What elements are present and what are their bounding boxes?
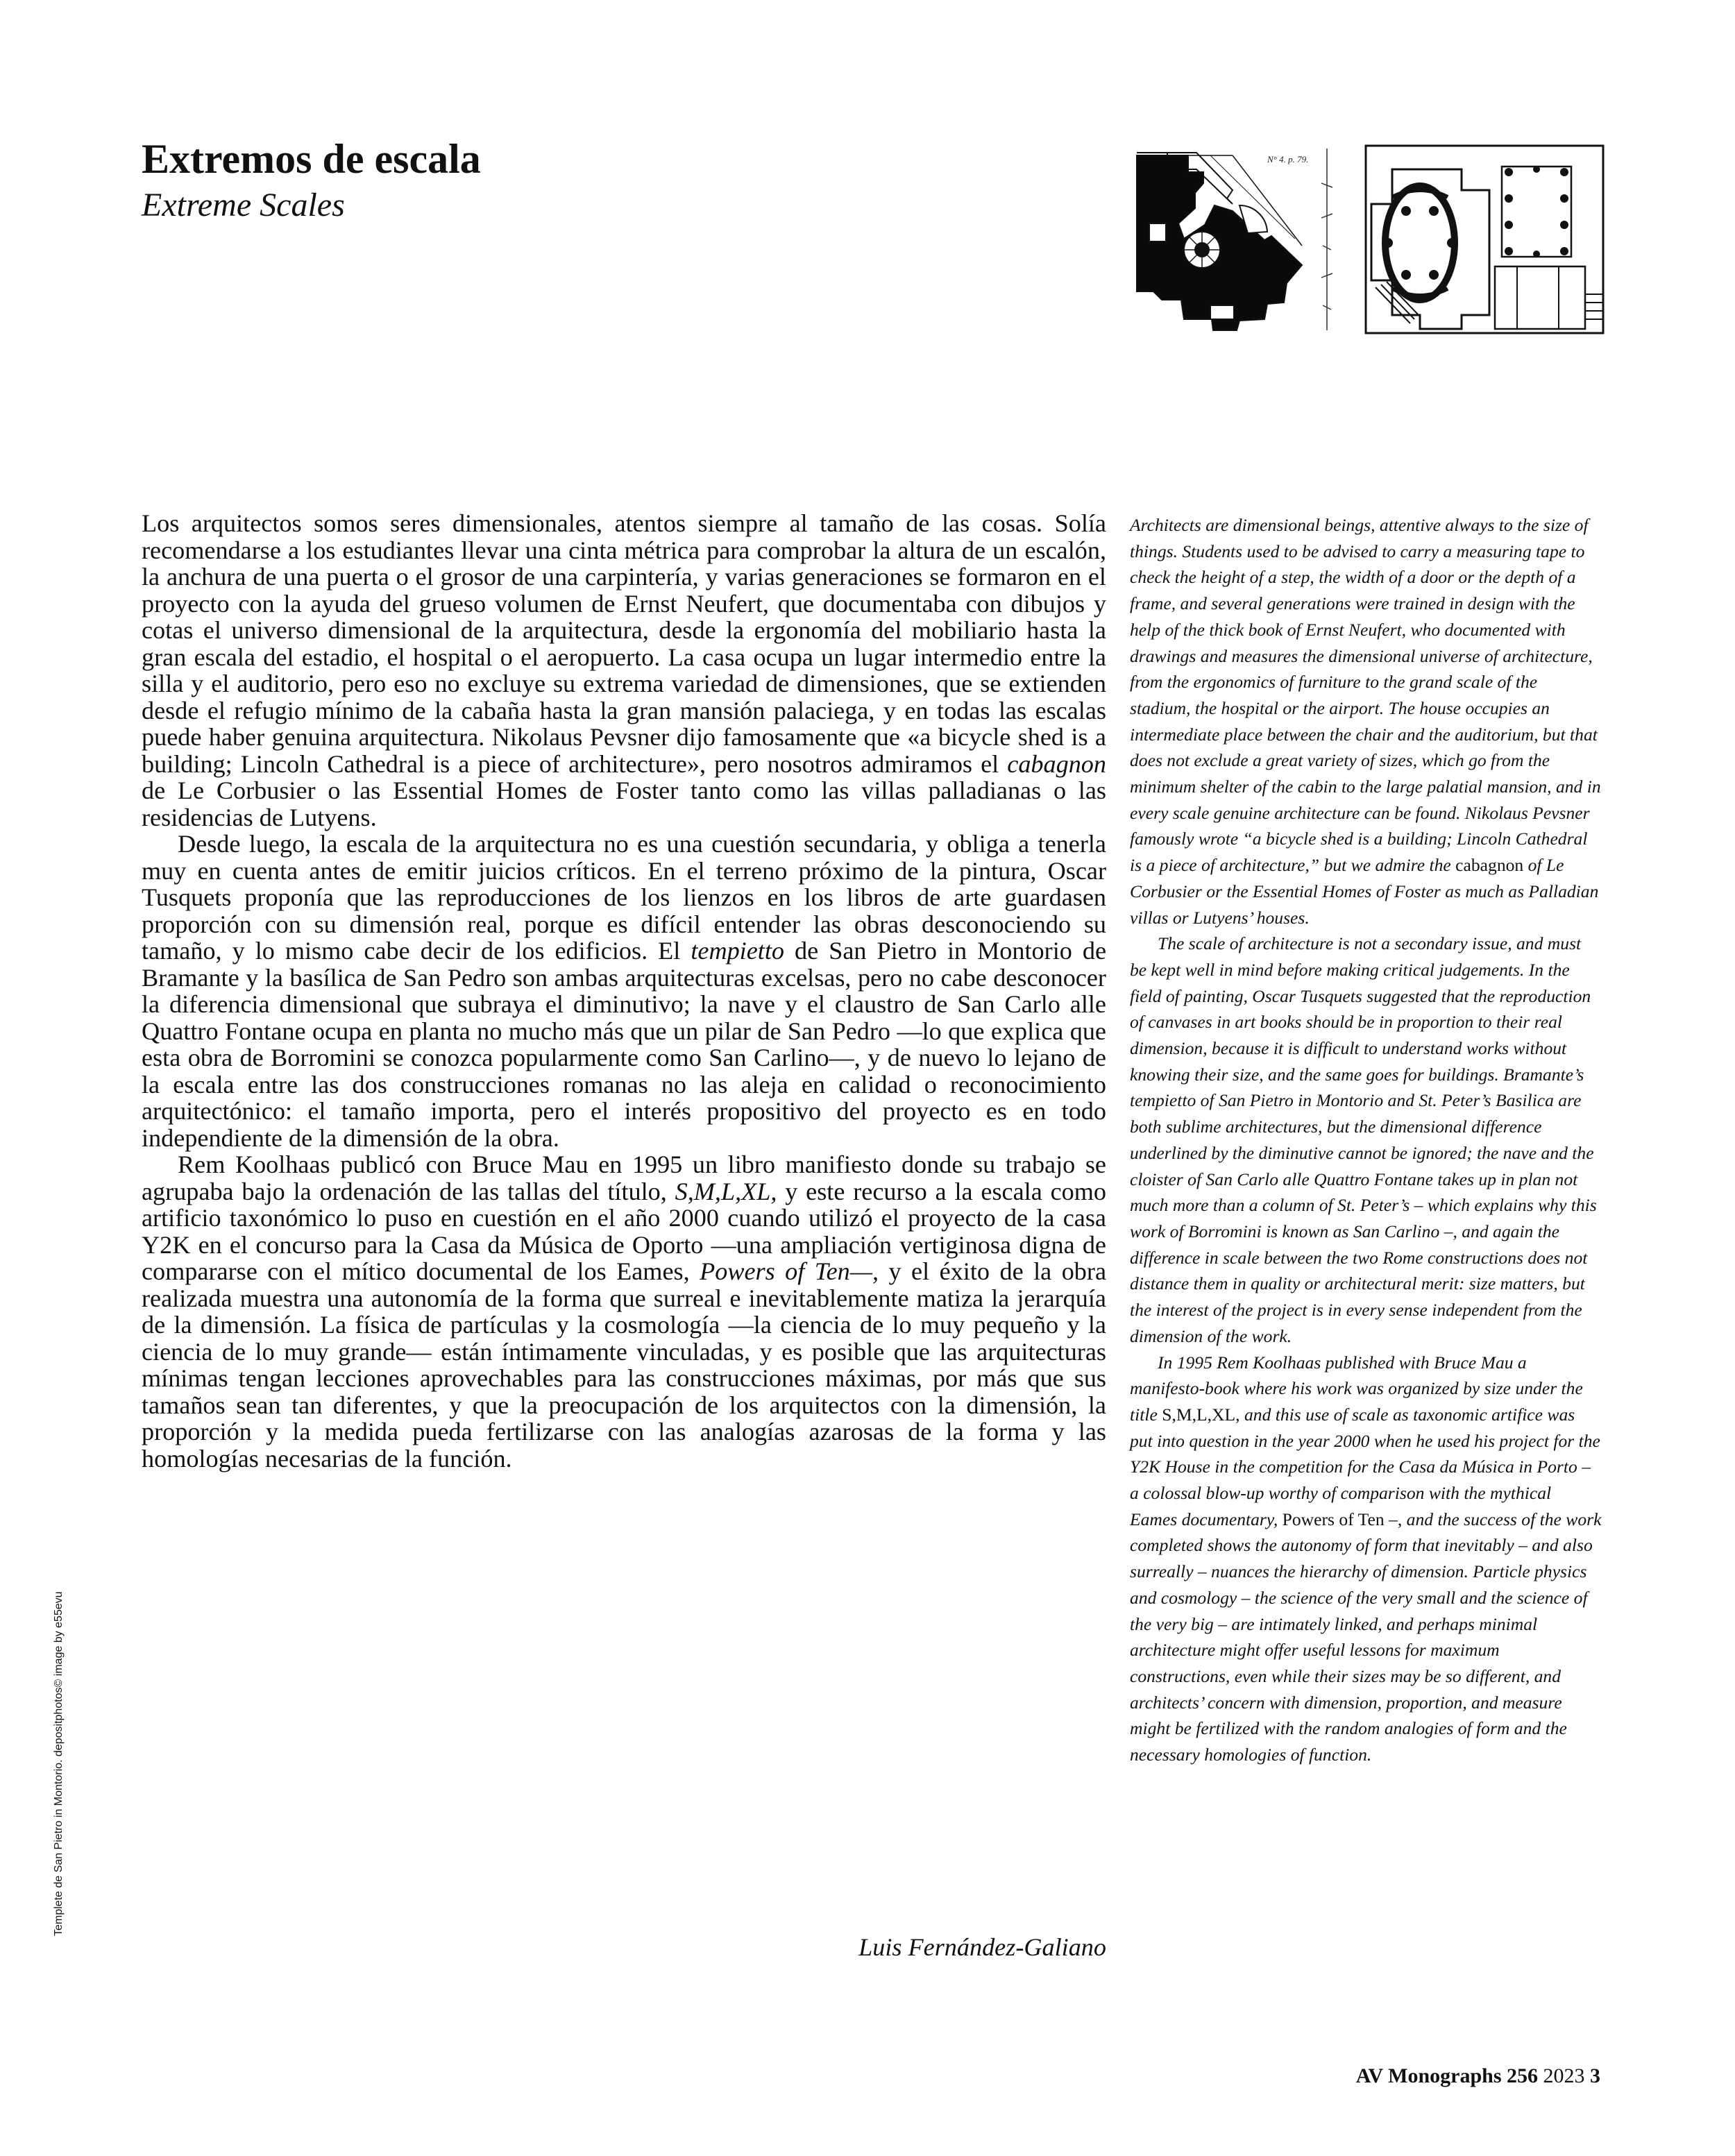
publication-year: 2023 [1543, 2064, 1585, 2087]
english-text [1130, 512, 1602, 1768]
spanish-paragraph-2: Desde luego, la escala de la arquitectura no es una cuestión secundaria, y obliga a tenerla muy en cuenta antes de emitir juicios críticos. En el terreno próximo de la pintura, Oscar Tusquets proponía que las reproducciones de los lienzos en los libros de arte guardasen proporción con su dimensión real, porque es difícil entender las obras desconociendo su tamaño, y lo mismo cabe decir de los edificios. El tempietto de San Pietro in Montorio de Bramante y la basílica de San Pedro son ambas arquitecturas excelsas, pero no cabe desconocer la diferencia dimensional que subraya el diminutivo; la nave y el claustro de San Carlo alle Quattro Fontane ocupa en planta no mucho más que un pilar de San Pedro —lo que explica que esta obra de Borromini se conozca popularmente como San Carlino—, y de nuevo lo lejano de la escala entre las dos construcciones romanas no las aleja en calidad o reconocimiento arquitectónico: el tamaño importa, pero el interés propositivo del proyecto es en todo independiente de la dimensión de la obra. [142, 830, 1107, 1152]
plan-columns [1383, 166, 1568, 280]
plan-annotation: N° 4. p. 79. [1267, 154, 1309, 164]
spanish-text [142, 510, 1106, 1472]
author-signature: Luis Fernández-Galiano [858, 1933, 1106, 1961]
floor-plans-figure [1128, 142, 1609, 337]
photo-credit: Templete de San Pietro in Montorio. depositphotos© image by e55evu [53, 1591, 65, 1936]
page-footer [1180, 2064, 1600, 2088]
page-title: Extremos de escala [142, 136, 481, 182]
plan-tempietto [1137, 153, 1302, 330]
english-paragraph-2: The scale of architecture is not a secondary issue, and must be kept well in mind before making critical judgements. In the field of painting, Oscar Tusquets suggested that the reproduction of canvases in art books should be in proportion to their real dimension, because it is difficult to understand works without knowing their size, and the same goes for buildings. Bramante’s tempietto of San Pietro in Montorio and St. Peter’s Basilica are both sublime architectures, but the dimensional difference underlined by the diminutive cannot be ignored; the nave and the cloister of San Carlo alle Quattro Fontane takes up in plan not much more than a column of St. Peter’s – which explains why this work of Borromini is known as San Carlino –, and again the difference in scale between the two Rome constructions does not distance them in quality or architectural merit: size matters, but the interest of the project is in every sense independent from the dimension of the work. [1130, 933, 1597, 1346]
plan-divider [1321, 148, 1332, 330]
publication-name: AV Monographs 256 [1355, 2064, 1538, 2087]
page-subtitle: Extreme Scales [142, 187, 345, 223]
english-paragraph-1: Architects are dimensional beings, attentive always to the size of things. Students used to be advised to carry a measuring tape to check the height of a step, the width of a door or the depth of a frame, and several generations were trained in design with the help of the thick book of Ernst Neufert, who documented with drawings and measures the dimensional universe of architecture, from the ergonomics of furniture to the grand scale of the stadium, the hospital or the airport. The house occupies an intermediate place between the chair and the auditorium, but that does not exclude a great variety of sizes, which go from the minimum shelter of the cabin to the large palatial mansion, and in every scale genuine architecture can be found. Nikolaus Pevsner famously wrote “a bicycle shed is a building; Lincoln Cathedral is a piece of architecture,” but we admire the cabagnon of Le Corbusier or the Essential Homes of Foster as much as Palladian villas or Lutyens’ houses. [1130, 515, 1601, 928]
page-number: 3 [1590, 2064, 1600, 2087]
spanish-paragraph-1: Los arquitectos somos seres dimensionales, atentos siempre al tamaño de las cosas. Solía recomendarse a los estudiantes llevar una cinta métrica para comprobar la altura de un escalón, la anchura de una puerta o el grosor de una carpintería, y varias generaciones se formaron en el proyecto con la ayuda del grueso volumen de Ernst Neufert, que documentaba con dibujos y cotas el universo dimensional de la arquitectura, desde la ergonomía del mobiliario hasta la gran escala del estadio, el hospital o el aeropuerto. La casa ocupa un lugar intermedio entre la silla y el auditorio, pero eso no excluye su extrema variedad de dimensiones, que se extienden desde el refugio mínimo de la cabaña hasta la gran mansión palaciega, y en todas las escalas puede haber genuina arquitectura. Nikolaus Pevsner dijo famosamente que «a bicycle shed is a building; Lincoln Cathedral is a piece of architecture», pero nosotros admiramos el cabagnon de Le Corbusier o las Essential Homes de Foster tanto como las villas palladianas o las residencias de Lutyens. [142, 509, 1106, 831]
english-paragraph-3: In 1995 Rem Koolhaas published with Bruce Mau a manifesto-book where his work was organized by size under the title S,M,L,XL, and this use of scale as taxonomic artifice was put into question in the year 2000 when he used his project for the Y2K House in the competition for the Casa da Música in Porto – a colossal blow-up worthy of comparison with the mythical Eames documentary, Powers of Ten –, and the success of the work completed shows the autonomy of form that inevitably – and also surreally – nuances the hierarchy of dimension. Particle physics and cosmology – the science of the very small and the science of the very big – are intimately linked, and perhaps minimal architecture might offer useful lessons for maximum constructions, even while their sizes may be so different, and architects’ concern with dimension, proportion, and measure might be fertilized with the random analogies of form and the necessary homologies of function. [1130, 1352, 1602, 1765]
spanish-paragraph-3: Rem Koolhaas publicó con Bruce Mau en 1995 un libro manifiesto donde su trabajo se agrupaba bajo la ordenación de las tallas del título, S,M,L,XL, y este recurso a la escala como artificio taxonómico lo puso en cuestión en el año 2000 cuando utilizó el proyecto de la casa Y2K en el concurso para la Casa da Música de Oporto —una ampliación vertiginosa digna de compararse con el mítico documental de los Eames, Powers of Ten—, y el éxito de la obra realizada muestra una autonomía de la forma que surreal e inevitablemente matiza la jerarquía de la dimensión. La física de partículas y la cosmología —la ciencia de lo muy pequeño y la ciencia de lo muy grande— están íntimamente vinculadas, y es posible que las arquitecturas mínimas tengan lecciones aprovechables para las construcciones máximas, por más que sus tamaños sean tan diferentes, y que la preocupación de los arquitectos con la dimensión, la proporción y la medida pueda fertilizarse con las analogías azarosas de la forma y las homologías necesarias de la función. [142, 1151, 1107, 1472]
